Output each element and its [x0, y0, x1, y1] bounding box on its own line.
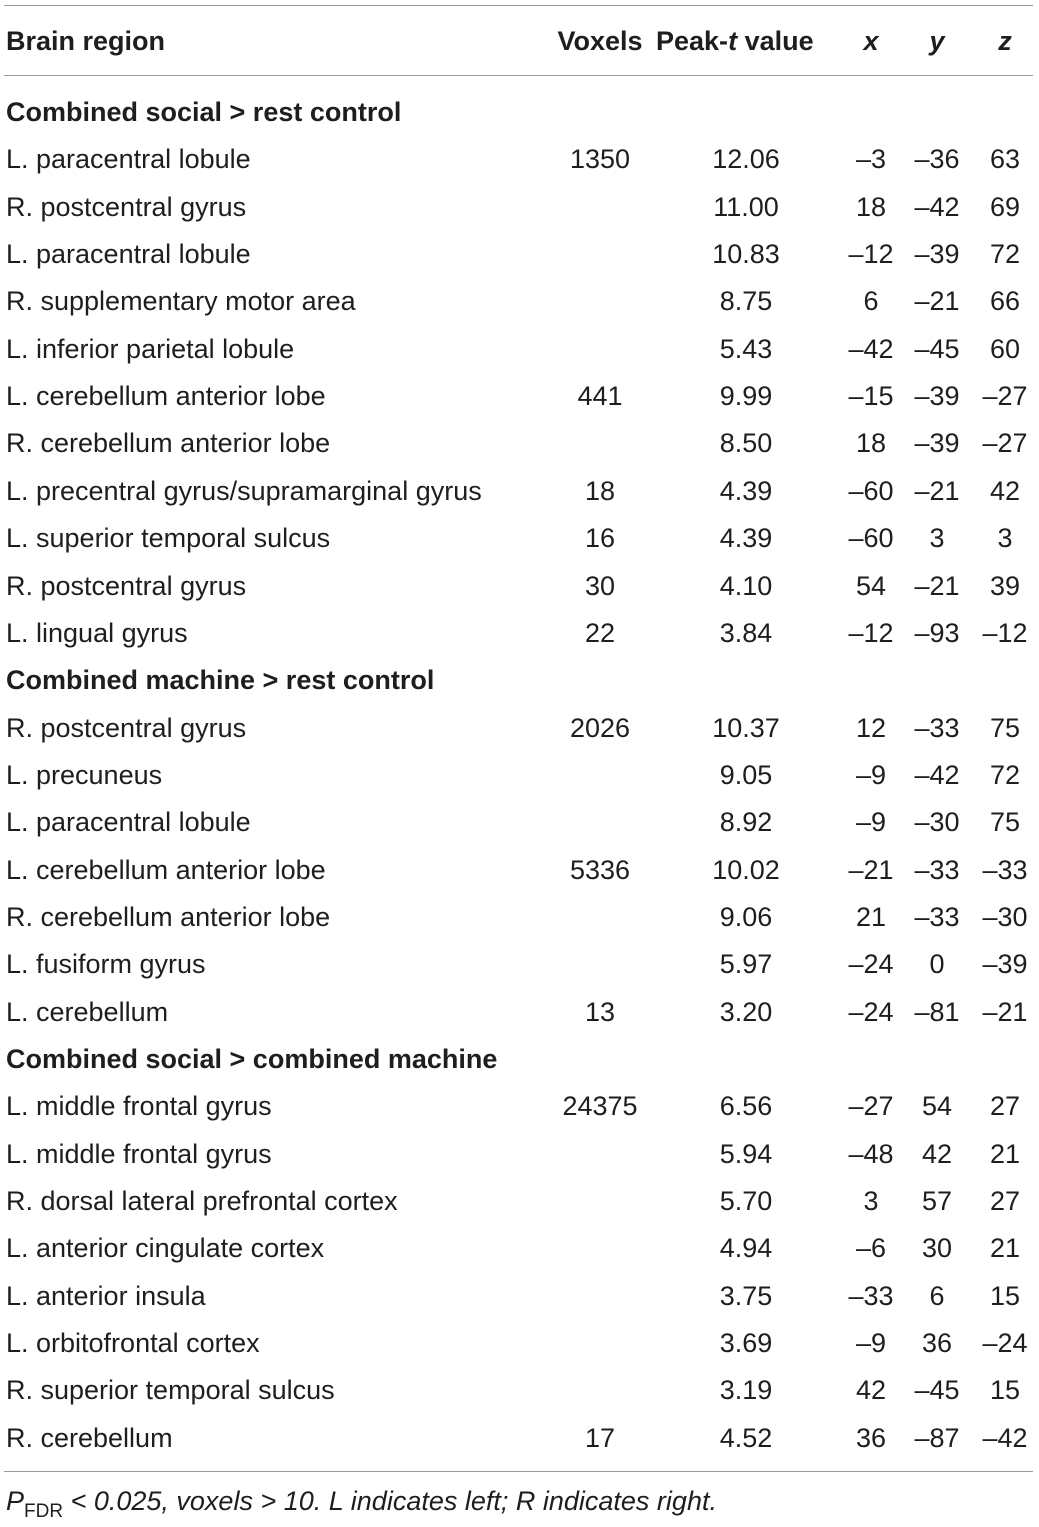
coord-z-cell: –12: [982, 618, 1028, 648]
peak-t-value-cell: 8.75: [719, 286, 773, 316]
voxels-cell: 30: [584, 571, 616, 601]
header-voxels: Voxels: [557, 26, 643, 56]
region-cell: L. cerebellum anterior lobe: [6, 381, 326, 411]
header-y: [904, 26, 970, 56]
coord-z-cell: 21: [989, 1139, 1021, 1169]
coord-x-cell: 18: [855, 428, 887, 458]
coord-z-cell: 42: [989, 476, 1021, 506]
region-cell: R. supplementary motor area: [6, 286, 356, 316]
coord-z-cell: 15: [989, 1375, 1021, 1405]
header-y-label: y: [929, 26, 945, 56]
table-top-rule: [4, 5, 1033, 6]
region-cell: L. fusiform gyrus: [6, 949, 206, 979]
coord-x-cell: 3: [863, 1186, 879, 1216]
coord-y-cell: –93: [914, 618, 960, 648]
peak-t-value-cell: 5.43: [719, 334, 773, 364]
coord-z-cell: –33: [982, 855, 1028, 885]
coord-y-cell: –39: [914, 381, 960, 411]
coord-y-cell: 36: [921, 1328, 953, 1358]
coord-z-cell: –39: [982, 949, 1028, 979]
coord-y-cell: –33: [914, 855, 960, 885]
peak-t-value-cell: 3.20: [719, 997, 773, 1027]
peak-t-value-cell: 4.52: [719, 1423, 773, 1453]
coord-y-cell: –21: [914, 476, 960, 506]
coord-y-cell: –30: [914, 807, 960, 837]
coord-z-cell: 27: [989, 1091, 1021, 1121]
coord-z-cell: –27: [982, 428, 1028, 458]
header-z: [972, 26, 1038, 56]
coord-y-cell: –36: [914, 144, 960, 174]
coord-y-cell: –45: [914, 334, 960, 364]
peak-t-value-cell: 4.39: [719, 523, 773, 553]
coord-y-cell: 3: [929, 523, 945, 553]
coord-y-cell: –33: [914, 713, 960, 743]
header-peak-prefix: Peak-: [656, 26, 729, 56]
coord-x-cell: –27: [848, 1091, 894, 1121]
coord-x-cell: –15: [848, 381, 894, 411]
coord-y-cell: –33: [914, 902, 960, 932]
footnote-p: P: [6, 1486, 25, 1516]
coord-x-cell: 21: [855, 902, 887, 932]
region-cell: L. middle frontal gyrus: [6, 1139, 272, 1169]
peak-t-value-cell: 4.10: [719, 571, 773, 601]
peak-t-value-cell: 10.37: [712, 713, 780, 743]
coord-x-cell: 6: [863, 286, 879, 316]
coord-x-cell: 12: [855, 713, 887, 743]
header-x-label: x: [863, 26, 879, 56]
coord-x-cell: –60: [848, 523, 894, 553]
coord-z-cell: 69: [989, 192, 1021, 222]
footnote-text: < 0.025, voxels > 10. L indicates left; R indicates right.: [63, 1486, 717, 1516]
header-z-label: z: [998, 26, 1012, 56]
coord-x-cell: 54: [855, 571, 887, 601]
coord-x-cell: –6: [855, 1233, 887, 1263]
region-cell: R. cerebellum anterior lobe: [6, 902, 331, 932]
peak-t-value-cell: 5.94: [719, 1139, 773, 1169]
coord-z-cell: 3: [997, 523, 1013, 553]
coord-y-cell: –39: [914, 239, 960, 269]
region-cell: L. orbitofrontal cortex: [6, 1328, 260, 1358]
section-title: Combined social > rest control: [6, 97, 402, 127]
coord-y-cell: 30: [921, 1233, 953, 1263]
region-cell: L. precentral gyrus/supramarginal gyrus: [6, 476, 482, 506]
voxels-cell: 24375: [562, 1091, 638, 1121]
header-peak-t: t: [728, 26, 738, 56]
coord-z-cell: 63: [989, 144, 1021, 174]
coord-x-cell: –48: [848, 1139, 894, 1169]
coord-z-cell: 72: [989, 760, 1021, 790]
coord-z-cell: –42: [982, 1423, 1028, 1453]
voxels-cell: 16: [584, 523, 616, 553]
region-cell: L. middle frontal gyrus: [6, 1091, 272, 1121]
coord-z-cell: 21: [989, 1233, 1021, 1263]
voxels-cell: 1350: [569, 144, 631, 174]
coord-y-cell: –21: [914, 571, 960, 601]
table-bottom-rule: [4, 1471, 1033, 1472]
coord-x-cell: 36: [855, 1423, 887, 1453]
region-cell: R. dorsal lateral prefrontal cortex: [6, 1186, 398, 1216]
coord-x-cell: –12: [848, 239, 894, 269]
coord-y-cell: –42: [914, 192, 960, 222]
region-cell: R. cerebellum anterior lobe: [6, 428, 331, 458]
coord-z-cell: –27: [982, 381, 1028, 411]
peak-t-value-cell: 10.83: [712, 239, 780, 269]
coord-y-cell: –45: [914, 1375, 960, 1405]
region-cell: R. cerebellum: [6, 1423, 173, 1453]
region-cell: L. cerebellum anterior lobe: [6, 855, 326, 885]
voxels-cell: 13: [584, 997, 616, 1027]
coord-x-cell: –24: [848, 949, 894, 979]
voxels-cell: 17: [584, 1423, 616, 1453]
voxels-cell: 5336: [569, 855, 631, 885]
coord-y-cell: –21: [914, 286, 960, 316]
coord-y-cell: –42: [914, 760, 960, 790]
coord-x-cell: 18: [855, 192, 887, 222]
coord-x-cell: –9: [855, 760, 887, 790]
region-cell: L. precuneus: [6, 760, 163, 790]
coord-y-cell: 42: [921, 1139, 953, 1169]
header-peak-suffix: value: [737, 26, 814, 56]
peak-t-value-cell: 3.75: [719, 1281, 773, 1311]
footnote-subscript: FDR: [24, 1501, 64, 1522]
peak-t-value-cell: 4.39: [719, 476, 773, 506]
coord-z-cell: 27: [989, 1186, 1021, 1216]
peak-t-value-cell: 9.05: [719, 760, 773, 790]
coord-z-cell: 75: [989, 713, 1021, 743]
region-cell: R. superior temporal sulcus: [6, 1375, 335, 1405]
region-cell: R. postcentral gyrus: [6, 192, 247, 222]
coord-x-cell: –33: [848, 1281, 894, 1311]
coord-y-cell: 54: [921, 1091, 953, 1121]
voxels-cell: 18: [584, 476, 616, 506]
header-bottom-rule: [4, 75, 1033, 76]
coord-y-cell: –81: [914, 997, 960, 1027]
coord-x-cell: –24: [848, 997, 894, 1027]
coord-z-cell: 39: [989, 571, 1021, 601]
voxels-cell: 2026: [569, 713, 631, 743]
coord-y-cell: –39: [914, 428, 960, 458]
coord-x-cell: –12: [848, 618, 894, 648]
voxels-cell: 441: [577, 381, 623, 411]
region-cell: L. anterior insula: [6, 1281, 206, 1311]
peak-t-value-cell: 9.99: [719, 381, 773, 411]
peak-t-value-cell: 9.06: [719, 902, 773, 932]
peak-t-value-cell: 10.02: [712, 855, 780, 885]
peak-t-value-cell: 3.69: [719, 1328, 773, 1358]
peak-t-value-cell: 12.06: [712, 144, 780, 174]
region-cell: L. inferior parietal lobule: [6, 334, 295, 364]
peak-t-value-cell: 3.84: [719, 618, 773, 648]
region-cell: R. postcentral gyrus: [6, 571, 247, 601]
coord-y-cell: 6: [929, 1281, 945, 1311]
coord-y-cell: 0: [929, 949, 945, 979]
coord-x-cell: –21: [848, 855, 894, 885]
voxels-cell: 22: [584, 618, 616, 648]
peak-t-value-cell: 4.94: [719, 1233, 773, 1263]
peak-t-value-cell: 3.19: [719, 1375, 773, 1405]
coord-z-cell: –21: [982, 997, 1028, 1027]
region-cell: L. lingual gyrus: [6, 618, 188, 648]
peak-t-value-cell: 6.56: [719, 1091, 773, 1121]
header-brain-region: Brain region: [6, 26, 166, 56]
coord-z-cell: 75: [989, 807, 1021, 837]
header-peak-t-value: [656, 26, 838, 56]
section-title: Combined social > combined machine: [6, 1044, 498, 1074]
coord-x-cell: –9: [855, 1328, 887, 1358]
coord-y-cell: –87: [914, 1423, 960, 1453]
coord-z-cell: –30: [982, 902, 1028, 932]
region-cell: L. paracentral lobule: [6, 807, 251, 837]
header-x: [838, 26, 904, 56]
peak-t-value-cell: 5.97: [719, 949, 773, 979]
coord-x-cell: 42: [855, 1375, 887, 1405]
region-cell: L. anterior cingulate cortex: [6, 1233, 325, 1263]
coord-z-cell: 60: [989, 334, 1021, 364]
region-cell: R. postcentral gyrus: [6, 713, 247, 743]
peak-t-value-cell: 11.00: [713, 192, 779, 222]
coord-x-cell: –3: [855, 144, 887, 174]
coord-z-cell: 72: [989, 239, 1021, 269]
section-title: Combined machine > rest control: [6, 665, 435, 695]
region-cell: L. cerebellum: [6, 997, 169, 1027]
coord-z-cell: 66: [989, 286, 1021, 316]
coord-y-cell: 57: [921, 1186, 953, 1216]
coord-x-cell: –60: [848, 476, 894, 506]
peak-t-value-cell: 5.70: [719, 1186, 773, 1216]
coord-z-cell: 15: [989, 1281, 1021, 1311]
coord-z-cell: –24: [982, 1328, 1028, 1358]
peak-t-value-cell: 8.92: [719, 807, 773, 837]
peak-t-value-cell: 8.50: [719, 428, 773, 458]
region-cell: L. superior temporal sulcus: [6, 523, 331, 553]
region-cell: L. paracentral lobule: [6, 239, 251, 269]
coord-x-cell: –42: [848, 334, 894, 364]
region-cell: L. paracentral lobule: [6, 144, 251, 174]
coord-x-cell: –9: [855, 807, 887, 837]
